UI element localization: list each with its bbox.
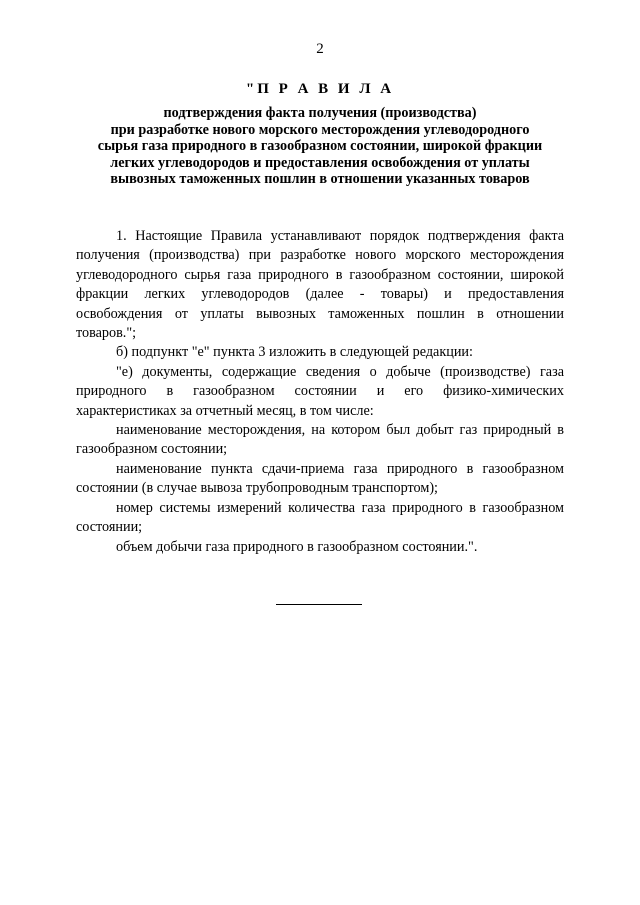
paragraph-subclause-b: б) подпункт "е" пункта 3 изложить в следующей редакции: (116, 344, 473, 361)
end-divider (276, 604, 362, 605)
paragraph-production-volume: объем добычи газа природного в газообразном состоянии.". (116, 538, 478, 555)
subtitle-line: легких углеводородов и предоставления освобождения от уплаты (110, 154, 530, 171)
paragraph-subclause-e: "е) документы, содержащие сведения о добыче (производстве) газа природного в газообразном состоянии и его физико-химических характеристиках за отчетный месяц, в том числе: (76, 363, 564, 419)
document-title: "П Р А В И Л А (245, 81, 395, 97)
subtitle-line: вывозных таможенных пошлин в отношении указанных товаров (110, 171, 530, 187)
document-subtitle (90, 105, 550, 188)
paragraph-metering-system: номер системы измерений количества газа природного в газообразном состоянии; (76, 499, 564, 536)
subtitle-line: сырья газа природного в газообразном состоянии, широкой фракции (97, 138, 543, 154)
paragraph-field-name: наименование месторождения, на котором был добыт газ природный в газообразном состоянии; (76, 422, 564, 458)
document-body (76, 227, 564, 557)
subtitle-line: при разработке нового морского месторождения углеводородного (110, 121, 530, 138)
paragraph-delivery-point: наименование пункта сдачи-приема газа природного в газообразном состоянии (в случае вывоза трубопроводным транспортом); (76, 460, 564, 497)
subtitle-line: подтверждения факта получения (производства) (163, 105, 477, 121)
page-number: 2 (316, 41, 324, 57)
paragraph-rules-clause-1: 1. Настоящие Правила устанавливают порядок подтверждения факта получения (производства) при разработке нового морского месторождения углеводородного сырья газа природного в газообразном состоянии, широкой фракции легких углеводородов (далее - товары) и предоставления освобождения от уплаты вывозных таможенных пошлин в отношении товаров."; (76, 228, 564, 342)
